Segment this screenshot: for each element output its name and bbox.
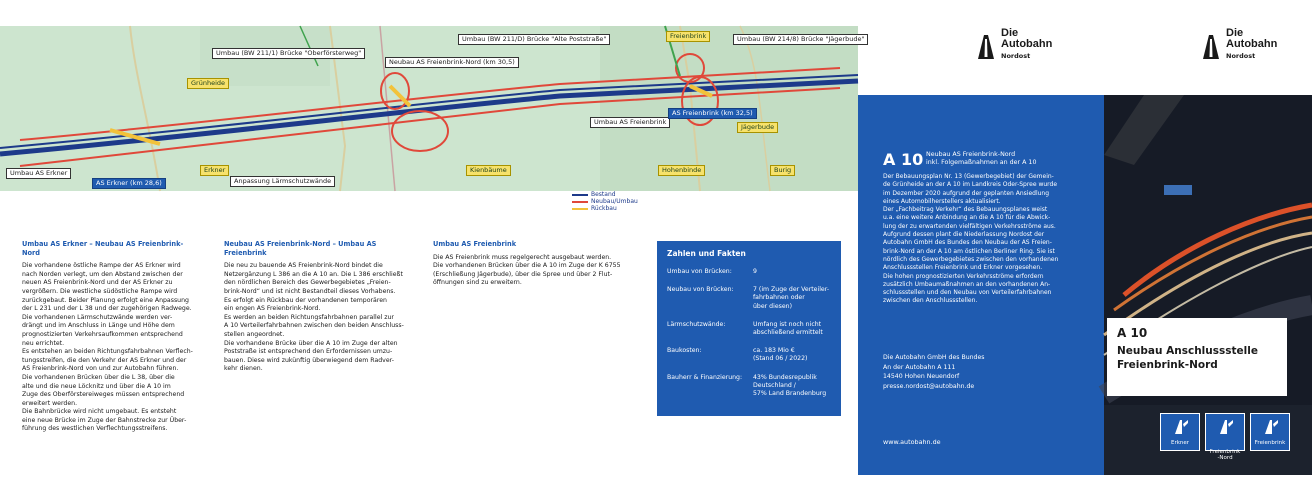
facts-row (667, 347, 831, 363)
column-text: Die neu zu bauende AS Freienbrink-Nord bindet die Netzergänzung L 386 an die A 10 an. Die L 386 erschließt den nördlichen Bereich des Gewerbegebietes „Freien- brink-Nord“ und ist nicht Bestandteil dieses Vorhabens. Es erfolgt ein Rückbau der vorhandenen temporären ein engen AS Freienbrink-Nord. Es werden an beiden Richtungsfahrbahnen parallel zur A 10 Verteilerfahrbahnen zwischen den beiden Anschluss- stellen angeordnet. Die vorhandene Brücke über die A 10 im Zuge der alten Poststraße ist entsprechend den Erfordernissen umzu- bauen. Diese wird zukünftig überwiegend dem Radver- kehr dienen. (224, 262, 404, 373)
column-freienbrink (433, 240, 623, 288)
junction-label: Freienbrink -Nord (1209, 449, 1241, 461)
map-label-as-erkner-km: AS Erkner (km 28,6) (92, 178, 166, 189)
column-heading: Umbau AS Erkner – Neubau AS Freienbrink-Nord (22, 240, 184, 257)
facts-key: Umbau von Brücken: (667, 268, 732, 275)
autobahn-logo-icon (975, 29, 997, 59)
map-label-as-freienbrink-km: AS Freienbrink (km 32,5) (668, 108, 757, 119)
map-label-freienbrink: Freienbrink (666, 31, 710, 42)
map-label-umbau-rw211: Umbau (BW 211/1) Brücke "Oberförsterweg" (212, 48, 365, 59)
junction-sign-icon (1172, 418, 1190, 436)
junction-label: Erkner (1170, 440, 1190, 446)
map-label-erkner: Erkner (200, 165, 229, 176)
column-freienbrink-nord (224, 240, 406, 374)
map-label-kienbaeume: Kienbäume (466, 165, 511, 176)
facts-value: ca. 183 Mio € (Stand 06 / 2022) (753, 347, 808, 363)
facts-key: Lärmschutzwände: (667, 320, 726, 328)
map-legend (572, 191, 638, 213)
junction-icon-freienbrink-nord (1205, 413, 1245, 461)
logo-line2: Autobahn (1226, 38, 1278, 50)
panel-website[interactable]: www.autobahn.de (883, 438, 941, 446)
logo-line3: Nordost (1226, 52, 1256, 60)
facts-value: 9 (753, 268, 757, 275)
facts-key: Bauherr & Finanzierung: (667, 373, 743, 381)
cover-title-2: Freienbrink-Nord (1117, 359, 1218, 371)
autobahn-logo-cover (1200, 28, 1277, 60)
cover-title-box (1107, 318, 1287, 396)
panel-subtitle (926, 151, 1036, 167)
facts-row (667, 286, 831, 311)
map-label-burig: Burig (770, 165, 795, 176)
legend-bestand: Bestand (591, 191, 616, 198)
facts-box (657, 241, 841, 416)
column-heading: Umbau AS Freienbrink (433, 240, 517, 248)
column-text: Die AS Freienbrink muss regelgerecht ausgebaut werden. Die vorhandenen Brücken über die A 10 im Zuge der K 6755 (Erschließung Jägerbude), über die Spree und über 2 Flut- öffnungen sind zu erweitern. (433, 253, 621, 287)
panel-address: Die Autobahn GmbH des Bundes An der Autobahn A 111 14540 Hohen Neuendorf presse.nordost@autobahn.de (883, 354, 985, 390)
facts-title: Zahlen und Fakten (667, 249, 746, 258)
facts-row (667, 321, 831, 337)
logo-line2: Autobahn (1001, 38, 1053, 50)
cover-a10: A 10 (1117, 326, 1148, 340)
cover-title-1: Neubau Anschlussstelle (1117, 345, 1258, 357)
legend-neubau: Neubau/Umbau (591, 198, 638, 206)
map-label-umbau-rw211d: Umbau (BW 211/D) Brücke "Alte Poststraße" (458, 34, 610, 45)
map-label-jaegerbude: Jägerbude (737, 122, 778, 133)
facts-row (667, 268, 831, 276)
map-label-anpassung: Anpassung Lärmschutzwände (230, 176, 335, 187)
map-label-hohenbinde: Hohenbinde (658, 165, 705, 176)
autobahn-logo-inner (975, 28, 1052, 60)
map-label-umbau-as-freienbrink: Umbau AS Freienbrink (590, 117, 670, 128)
column-heading: Neubau AS Freienbrink-Nord – Umbau AS Freienbrink (224, 240, 377, 257)
facts-value: 43% Bundesrepublik Deutschland / 57% Land Brandenburg (753, 373, 827, 398)
legend-rueckbau: Rückbau (591, 205, 617, 213)
map-label-umbau-as-erkner: Umbau AS Erkner (6, 168, 71, 179)
facts-row (667, 374, 831, 399)
logo-line3: Nordost (1001, 52, 1031, 60)
project-map (0, 26, 865, 213)
map-label-gruenheide: Grünheide (187, 78, 229, 89)
junction-icon-erkner (1160, 413, 1200, 451)
facts-key: Neubau von Brücken: (667, 286, 734, 294)
facts-key: Baukosten: (667, 347, 702, 355)
column-text: Die vorhandene östliche Rampe der AS Erkner wird nach Norden verlegt, um den Abstand zwischen der neuen AS Freienbrink-Nord und der AS Erkner zu vergrößern. Die westliche südöstliche Rampe wird zurückgebaut. Beider Planung erfolgt eine Anpassung der L 231 und der L 38 und der zugehörigen Radwege. Die vorhandenen Lärmschutzwände werden ver- drängt und im Anschluss in Länge und Höhe dem prognostizierten Verkehrsaufkommen entsprechend neu errichtet. Es entstehen an beiden Richtungsfahrbahnen Verflech- tungsstreifen, die den Verkehr der AS Erkner und der AS Freienbrink-Nord von und zur Autobahn führen. Die vorhandenen Brücken über die L 38, über die alte und die neue Löcknitz und über die A 10 im Zuge des Oberförstereiweges müssen entsprechend erweitert werden. Die Bahnbrücke wird nicht umgebaut. Es entsteht eine neue Brücke im Zuge der Bahnstrecke zur Über- führung des westlichen Verflechtungsstreifens. (22, 262, 193, 433)
panel-subtitle-2: inkl. Folgemaßnahmen an der A 10 (926, 159, 1037, 166)
info-panel (858, 95, 1104, 475)
logo-line1: Die (1226, 27, 1244, 39)
junction-sign-icon (1262, 418, 1280, 436)
panel-subtitle-1: Neubau AS Freienbrink-Nord (926, 151, 1016, 158)
facts-value: 7 (im Zuge der Verteiler- fahrbahnen oder über diesen) (753, 286, 830, 310)
map-label-umbau-rw2148: Umbau (BW 214/8) Brücke "Jägerbude" (733, 34, 868, 45)
autobahn-logo-icon (1200, 29, 1222, 59)
column-erkner (22, 240, 197, 434)
panel-body: Der Bebauungsplan Nr. 13 (Gewerbegebiet) der Gemein- de Grünheide an der A 10 im Landkreis Oder-Spree wurde im Dezember 2020 aufgrund der geplanten Ansiedlung eines Automobilherstellers aktualisiert. Der „Fachbeitrag Verkehr“ des Bebauungsplanes weist u.a. eine weitere Anbindung an die A 10 für die Abwick- lung der zu erwartenden vielfältigen Verkehrsströme aus. Aufgrund dessen plant die Niederlassung Nordost der Autobahn GmbH des Bundes den Neubau der AS Freien- brink-Nord an der A 10 am östlichen Berliner Ring. Sie ist nördlich des Gewerbegebietes zwischen den vorhandenen Anschlussstellen Freienbrink und Erkner vorgesehen. Die hohen prognostizierten Verkehrsströme erfordern zusätzlich Umbaumaßnahmen an den vorhandenen An- schlussstellen und den Neubau von Verteilerfahrbahnen zwischen den Anschlussstellen. (883, 173, 1059, 305)
junction-icon-freienbrink (1250, 413, 1290, 451)
logo-line1: Die (1001, 27, 1019, 39)
map-label-neubau-as: Neubau AS Freienbrink-Nord (km 30,5) (385, 57, 519, 68)
junction-label: Freienbrink (1254, 440, 1286, 446)
facts-value: Umfang ist noch nicht abschließend ermittelt (753, 320, 823, 337)
junction-sign-icon (1217, 418, 1235, 436)
panel-a10: A 10 (883, 150, 924, 169)
